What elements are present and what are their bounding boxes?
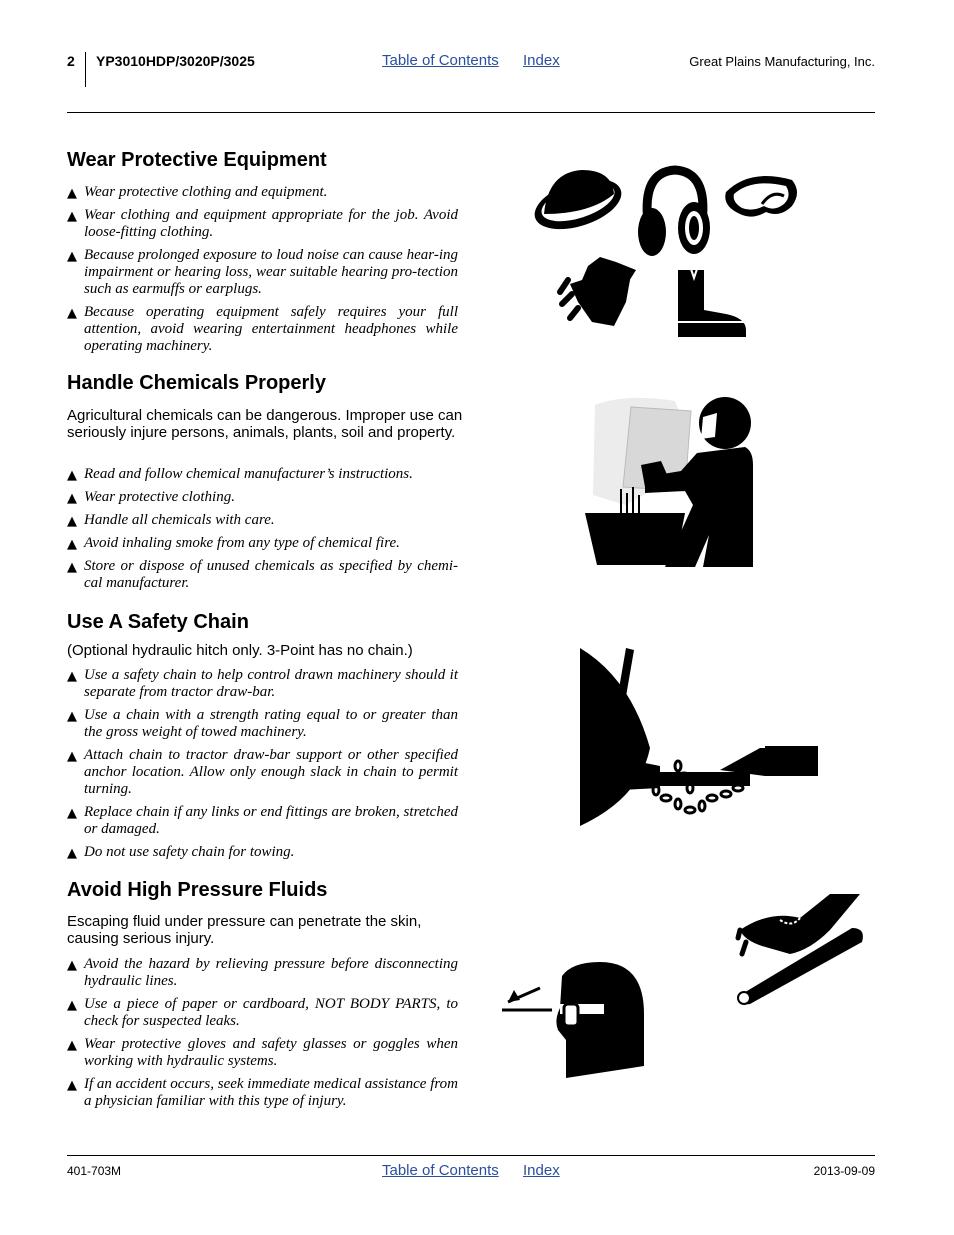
list-item: ▲ Because prolonged exposure to loud noise can cause hear-ing impairment or hearing loss, wear suitable hearing pro-tection such as earmuffs or earplugs. — [67, 247, 458, 297]
high-pressure-intro: Escaping fluid under pressure can penetrate the skin, causing serious injury. — [67, 913, 422, 947]
footer-rule — [67, 1155, 875, 1156]
list-item: ▲ Wear protective gloves and safety glasses or goggles when working with hydraulic systems. — [67, 1036, 458, 1069]
list-item: ▲ Use a safety chain to help control drawn machinery should it separate from tractor draw-bar. — [67, 667, 458, 700]
header-rule — [67, 112, 875, 113]
list-item: ▲ Attach chain to tractor draw-bar support or other specified anchor location. Allow only enough slack in chain to permit turning. — [67, 747, 458, 797]
chemicals-list — [67, 466, 458, 598]
goggles-icon — [725, 176, 797, 217]
doc-date: 2013-09-09 — [813, 1164, 875, 1178]
safety-chain-illustration — [580, 648, 820, 826]
list-item: ▲ Wear protective clothing. — [67, 489, 235, 506]
list-item: ▲ Use a chain with a strength rating equal to or greater than the gross weight of towed machinery. — [67, 707, 458, 740]
protective-equipment-list — [67, 184, 458, 361]
hard-hat-icon — [530, 169, 628, 239]
list-item: ▲ Avoid the hazard by relieving pressure before disconnecting hydraulic lines. — [67, 956, 458, 989]
section-title-chemicals: Handle Chemicals Properly — [67, 372, 326, 394]
boot-icon — [678, 266, 746, 337]
protective-equipment-illustration — [530, 162, 805, 337]
section-title-protective-equipment: Wear Protective Equipment — [67, 149, 327, 171]
high-pressure-list — [67, 956, 458, 1116]
list-item: ▲ Store or dispose of unused chemicals as specified by chemi-cal manufacturer. — [67, 558, 458, 591]
section-title-high-pressure: Avoid High Pressure Fluids — [67, 879, 328, 901]
list-item: ▲ Use a piece of paper or cardboard, NOT BODY PARTS, to check for suspected leaks. — [67, 996, 458, 1029]
header-divider — [85, 52, 86, 87]
section-title-safety-chain: Use A Safety Chain — [67, 611, 249, 633]
list-item: ▲ Read and follow chemical manufacturer’s instructions. — [67, 466, 413, 483]
safety-chain-intro: (Optional hydraulic hitch only. 3-Point has no chain.) — [67, 642, 413, 659]
high-pressure-illustration — [500, 890, 870, 1080]
safety-glasses-head-icon — [502, 962, 644, 1078]
footer-toc-link[interactable]: Table of Contents — [382, 1162, 499, 1179]
list-item: ▲ Wear clothing and equipment appropriate for the job. Avoid loose-fitting clothing. — [67, 207, 458, 240]
tractor-wheel-shape — [580, 648, 650, 826]
list-item: ▲ Do not use safety chain for towing. — [67, 844, 295, 861]
footer-index-link[interactable]: Index — [523, 1162, 560, 1179]
list-item: ▲ Because operating equipment safely requires your full attention, avoid wearing entertainment headphones while operating machinery. — [67, 304, 458, 354]
list-item: ▲ Avoid inhaling smoke from any type of chemical fire. — [67, 535, 400, 552]
company-name: Great Plains Manufacturing, Inc. — [689, 54, 875, 69]
hand-injection-icon — [738, 894, 863, 1004]
model-title: YP3010HDP/3020P/3025 — [96, 53, 255, 69]
earmuffs-icon — [638, 170, 710, 256]
doc-code: 401-703M — [67, 1164, 122, 1178]
toc-link[interactable]: Table of Contents — [382, 52, 499, 69]
list-item: ▲ Handle all chemicals with care. — [67, 512, 275, 529]
list-item: ▲ Wear protective clothing and equipment. — [67, 184, 328, 201]
chemical-handling-illustration — [585, 395, 755, 570]
gloves-icon — [560, 257, 636, 326]
bucket-shape — [585, 513, 685, 565]
index-link[interactable]: Index — [523, 52, 560, 69]
chemicals-intro: Agricultural chemicals can be dangerous. Improper use can seriously injure persons, animals, plants, soil and property. — [67, 407, 463, 441]
implement-hitch-shape — [765, 746, 818, 776]
list-item: ▲ Replace chain if any links or end fittings are broken, stretched or damaged. — [67, 804, 458, 837]
list-item: ▲ If an accident occurs, seek immediate medical assistance from a physician familiar with this type of injury. — [67, 1076, 458, 1109]
page-number: 2 — [67, 53, 75, 69]
safety-chain-list — [67, 667, 458, 867]
